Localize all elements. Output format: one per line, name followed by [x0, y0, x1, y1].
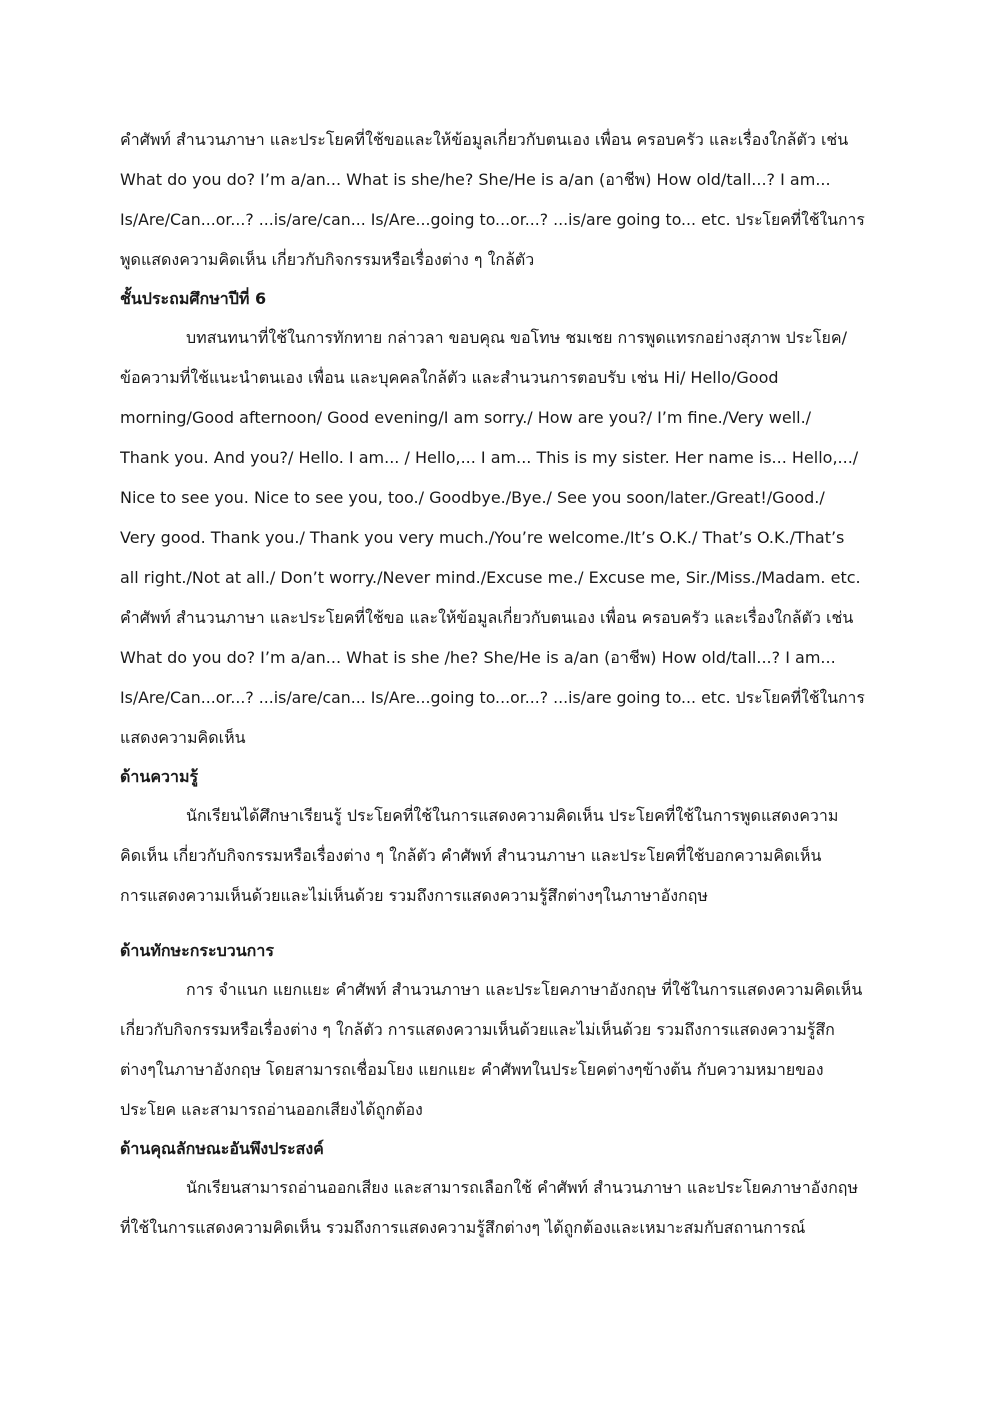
paragraph-line: บทสนทนาที่ใช้ในการทักทาย กล่าวลา ขอบคุณ ขอโทษ ชมเชย การพูดแทรกอย่างสุภาพ ประโยค/	[186, 328, 847, 347]
paragraph-line: คำศัพท์ สำนวนภาษา และประโยคที่ใช้ขอและให้ข้อมูลเกี่ยวกับตนเอง เพื่อน ครอบครัว และเรื่องใกล้ตัว เช่น	[120, 130, 849, 149]
section-heading-knowledge: ด้านความรู้	[120, 767, 199, 786]
attributes-paragraph	[120, 1168, 875, 1248]
paragraph-line: all right./Not at all./ Don’t worry./Never mind./Excuse me./ Excuse me, Sir./Miss./Madam. etc.	[120, 568, 861, 587]
paragraph-line: morning/Good afternoon/ Good evening/I am sorry./ How are you?/ I’m fine./Very well./	[120, 408, 812, 427]
section-heading-attributes: ด้านคุณลักษณะอันพึงประสงค์	[120, 1139, 324, 1158]
paragraph-line: ข้อความที่ใช้แนะนำตนเอง เพื่อน และบุคคลใกล้ตัว และสำนวนการตอบรับ เช่น Hi/ Hello/Good	[120, 368, 779, 387]
paragraph-line: Nice to see you. Nice to see you, too./ Goodbye./Bye./ See you soon/later./Great!/Good./	[120, 488, 825, 507]
paragraph-line: เกี่ยวกับกิจกรรมหรือเรื่องต่าง ๆ ใกล้ตัว การแสดงความเห็นด้วยและไม่เห็นด้วย รวมถึงการแสดงความรู้สึก	[120, 1020, 835, 1039]
paragraph-line: ที่ใช้ในการแสดงความคิดเห็น รวมถึงการแสดงความรู้สึกต่างๆ ได้ถูกต้องและเหมาะสมกับสถานการณ์	[120, 1218, 806, 1237]
grade6-paragraph	[120, 318, 875, 758]
paragraph-line: การแสดงความเห็นด้วยและไม่เห็นด้วย รวมถึงการแสดงความรู้สึกต่างๆในภาษาอังกฤษ	[120, 886, 708, 905]
knowledge-paragraph	[120, 796, 875, 916]
process-paragraph	[120, 970, 875, 1130]
paragraph-line: Is/Are/Can...or...? ...is/are/can... Is/Are...going to...or...? ...is/are going to... etc. ประโยคที่ใช้ในการ	[120, 688, 865, 707]
intro-paragraph	[120, 120, 875, 280]
section-spacer	[120, 916, 875, 932]
paragraph-line: What do you do? I’m a/an... What is she/he? She/He is a/an (อาชีพ) How old/tall...? I am...	[120, 170, 831, 189]
paragraph-line: Very good. Thank you./ Thank you very much./You’re welcome./It’s O.K./ That’s O.K./That’s	[120, 528, 845, 547]
paragraph-line: นักเรียนได้ศึกษาเรียนรู้ ประโยคที่ใช้ในการแสดงความคิดเห็น ประโยคที่ใช้ในการพูดแสดงความ	[186, 806, 839, 825]
document-body	[120, 120, 875, 1248]
paragraph-line: ต่างๆในภาษาอังกฤษ โดยสามารถเชื่อมโยง แยกแยะ คำศัพทในประโยคต่างๆข้างต้น กับความหมายของ	[120, 1060, 824, 1079]
paragraph-line: ประโยค และสามารถอ่านออกเสียงได้ถูกต้อง	[120, 1100, 423, 1119]
paragraph-line: What do you do? I’m a/an... What is she /he? She/He is a/an (อาชีพ) How old/tall...? I am...	[120, 648, 836, 667]
paragraph-line: Is/Are/Can...or...? ...is/are/can... Is/Are...going to...or...? ...is/are going to... etc. ประโยคที่ใช้ในการ	[120, 210, 865, 229]
section-heading-process: ด้านทักษะกระบวนการ	[120, 941, 274, 960]
paragraph-line: พูดแสดงความคิดเห็น เกี่ยวกับกิจกรรมหรือเรื่องต่าง ๆ ใกล้ตัว	[120, 250, 535, 269]
paragraph-line: แสดงความคิดเห็น	[120, 728, 246, 747]
paragraph-line: Thank you. And you?/ Hello. I am... / Hello,... I am... This is my sister. Her name is... Hello,.../	[120, 448, 859, 467]
paragraph-line: คิดเห็น เกี่ยวกับกิจกรรมหรือเรื่องต่าง ๆ ใกล้ตัว คำศัพท์ สำนวนภาษา และประโยคที่ใช้บอกความคิดเห็น	[120, 846, 822, 865]
section-heading-grade6: ชั้นประถมศึกษาปีที่ 6	[120, 289, 267, 308]
paragraph-line: การ จำแนก แยกแยะ คำศัพท์ สำนวนภาษา และประโยคภาษาอังกฤษ ที่ใช้ในการแสดงความคิดเห็น	[186, 980, 863, 999]
paragraph-line: คำศัพท์ สำนวนภาษา และประโยคที่ใช้ขอ และให้ข้อมูลเกี่ยวกับตนเอง เพื่อน ครอบครัว และเรื่องใกล้ตัว เช่น	[120, 608, 854, 627]
paragraph-line: นักเรียนสามารถอ่านออกเสียง และสามารถเลือกใช้ คำศัพท์ สำนวนภาษา และประโยคภาษาอังกฤษ	[186, 1178, 859, 1197]
